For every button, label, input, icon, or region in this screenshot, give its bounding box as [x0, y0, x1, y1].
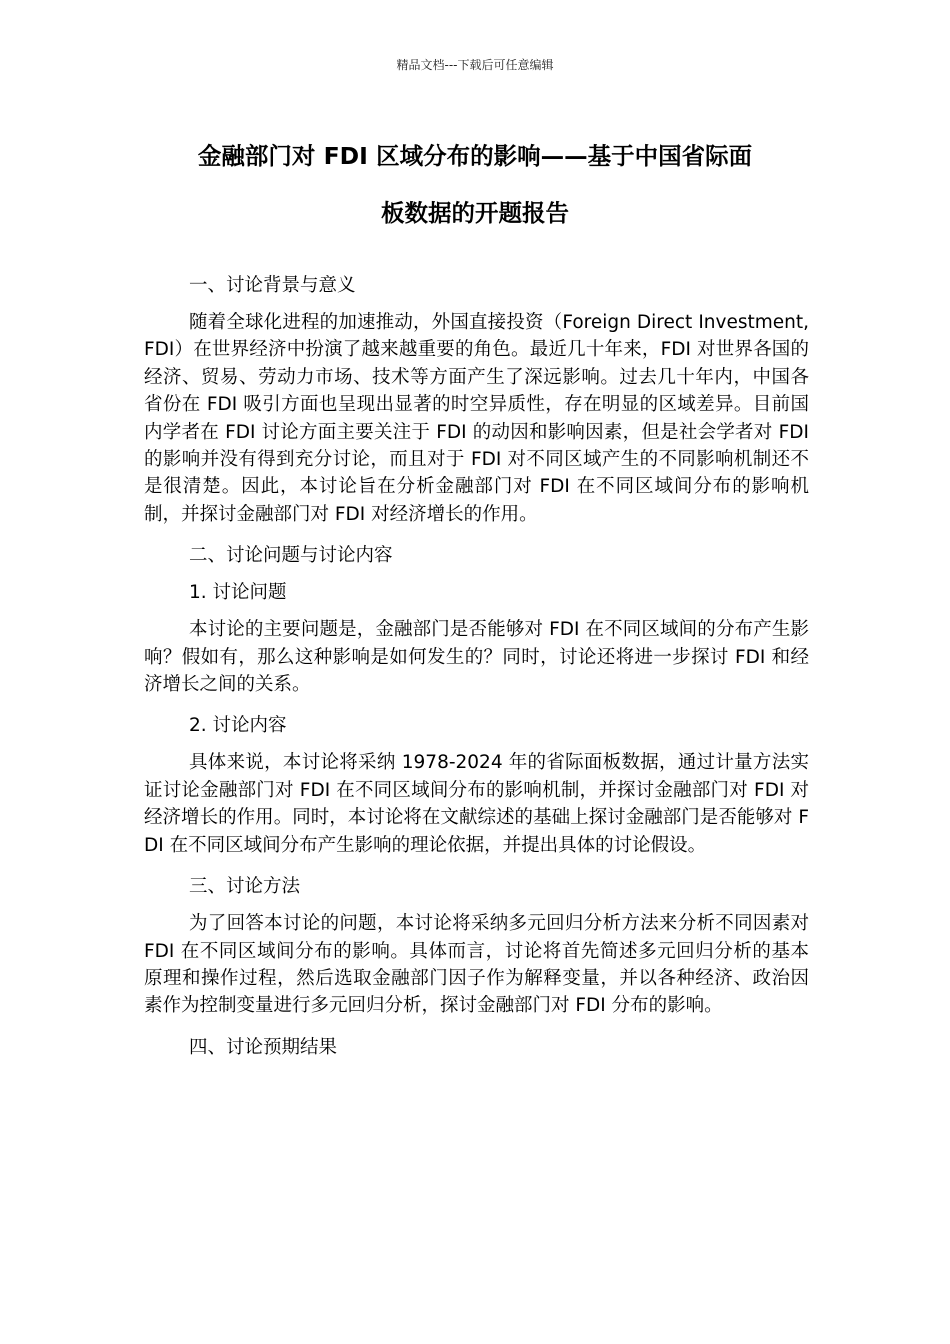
subheading-research-content: 2. 讨论内容: [189, 715, 287, 737]
paragraph-background: 随着全球化进程的加速推动，外国直接投资（Foreign Direct Investment, FDI）在世界经济中扮演了越来越重要的角色。最近几十年来，FDI 对世界各国的经济、贸易、劳动力市场、技术等方面产生了深远影响。过去几十年内，中国各省份在 FDI 吸引方面也呈现出显著的时空异质性，存在明显的区域差异。目前国内学者在 FDI 讨论方面主要关注于 FDI 的动因和影响因素，但是社会学者对 FDI 的影响并没有得到充分讨论，而且对于 FDI 对不同区域产生的不同影响机制还不是很清楚。因此，本讨论旨在分析金融部门对 FDI 在不同区域间分布的影响机制，并探讨金融部门对 FDI 对经济增长的作用。: [144, 312, 809, 525]
section-heading-methods: 三、讨论方法: [189, 876, 301, 898]
paragraph-research-question: 本讨论的主要问题是，金融部门是否能够对 FDI 在不同区域间的分布产生影响？假如有，那么这种影响是如何发生的？同时，讨论还将进一步探讨 FDI 和经济增长之间的关系。: [144, 619, 809, 696]
page-header: 精品文档---下载后可任意编辑: [396, 58, 554, 72]
paragraph-methods: 为了回答本讨论的问题，本讨论将采纳多元回归分析方法来分析不同因素对 FDI 在不同区域间分布的影响。具体而言，讨论将首先简述多元回归分析的基本原理和操作过程，然后选取金融部门因子作为解释变量，并以各种经济、政治因素作为控制变量进行多元回归分析，探讨金融部门对 FDI 分布的影响。: [144, 913, 809, 1017]
document-body: [144, 272, 809, 1062]
paragraph-research-content: 具体来说，本讨论将采纳 1978-2024 年的省际面板数据，通过计量方法实证讨论金融部门对 FDI 在不同区域间分布的影响机制，并探讨金融部门对 FDI 对经济增长的作用。同时，本讨论将在文献综述的基础上探讨金融部门是否能够对 FDI 在不同区域间分布产生影响的理论依据，并提出具体的讨论假设。: [144, 752, 809, 856]
document-title-line-2: 板数据的开题报告: [381, 199, 569, 227]
document-title-line-1: 金融部门对 FDI 区域分布的影响——基于中国省际面: [197, 142, 753, 170]
section-heading-expected-results: 四、讨论预期结果: [189, 1036, 338, 1058]
subheading-research-question: 1. 讨论问题: [189, 582, 287, 604]
section-heading-questions: 二、讨论问题与讨论内容: [189, 545, 393, 567]
section-heading-background: 一、讨论背景与意义: [189, 275, 356, 296]
